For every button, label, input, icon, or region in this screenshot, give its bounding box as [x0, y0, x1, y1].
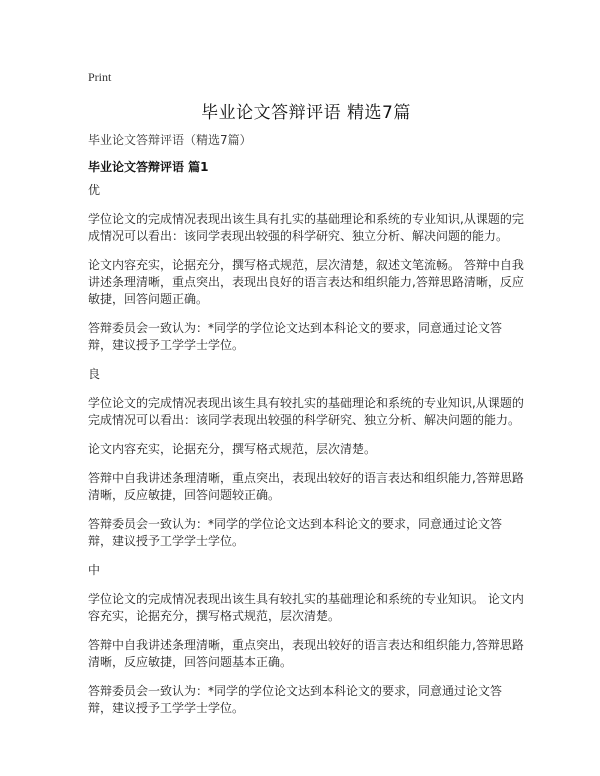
print-label[interactable]: Print	[88, 70, 112, 84]
paragraph: 答辩中自我讲述条理清晰，重点突出，表现出较好的语言表达和组织能力,答辩思路清晰，反应敏捷，回答问题较正确。	[88, 471, 524, 502]
grade-label-excellent: 优	[88, 183, 101, 197]
paragraph: 答辩中自我讲述条理清晰，重点突出，表现出较好的语言表达和组织能力,答辩思路清晰，反应敏捷，回答问题基本正确。	[88, 638, 524, 669]
grade-label-good: 良	[88, 367, 101, 381]
document-subtitle: 毕业论文答辩评语（精选7篇）	[88, 133, 252, 147]
page-title: 毕业论文答辩评语 精选7篇	[201, 103, 411, 123]
paragraph: 答辩委员会一致认为：*同学的学位论文达到本科论文的要求，同意通过论文答辩，建议授予工学学士学位。	[88, 684, 503, 715]
section-heading: 毕业论文答辩评语 篇1	[88, 160, 209, 174]
paragraph: 论文内容充实，论据充分，撰写格式规范，层次清楚。	[88, 442, 377, 456]
paragraph: 学位论文的完成情况表现出该生具有较扎实的基础理论和系统的专业知识,从课题的完成情况可以看出：该同学表现出较强的科学研究、独立分析、解决问题的能力。	[88, 396, 524, 427]
paragraph: 论文内容充实，论据充分，撰写格式规范，层次清楚，叙述文笔流畅。 答辩中自我讲述条理清晰，重点突出，表现出良好的语言表达和组织能力,答辩思路清晰，反应敏捷，回答问题正确。	[88, 258, 524, 306]
document-body	[88, 182, 524, 729]
paragraph: 答辩委员会一致认为：*同学的学位论文达到本科论文的要求，同意通过论文答辩，建议授予工学学士学位。	[88, 321, 503, 352]
grade-label-average: 中	[88, 563, 101, 577]
paragraph: 学位论文的完成情况表现出该生具有扎实的基础理论和系统的专业知识,从课题的完成情况可以看出：该同学表现出较强的科学研究、独立分析、解决问题的能力。	[88, 212, 524, 243]
paragraph: 学位论文的完成情况表现出该生具有较扎实的基础理论和系统的专业知识。 论文内容充实，论据充分，撰写格式规范，层次清楚。	[88, 592, 524, 623]
paragraph: 答辩委员会一致认为：*同学的学位论文达到本科论文的要求，同意通过论文答辩，建议授予工学学士学位。	[88, 517, 503, 548]
